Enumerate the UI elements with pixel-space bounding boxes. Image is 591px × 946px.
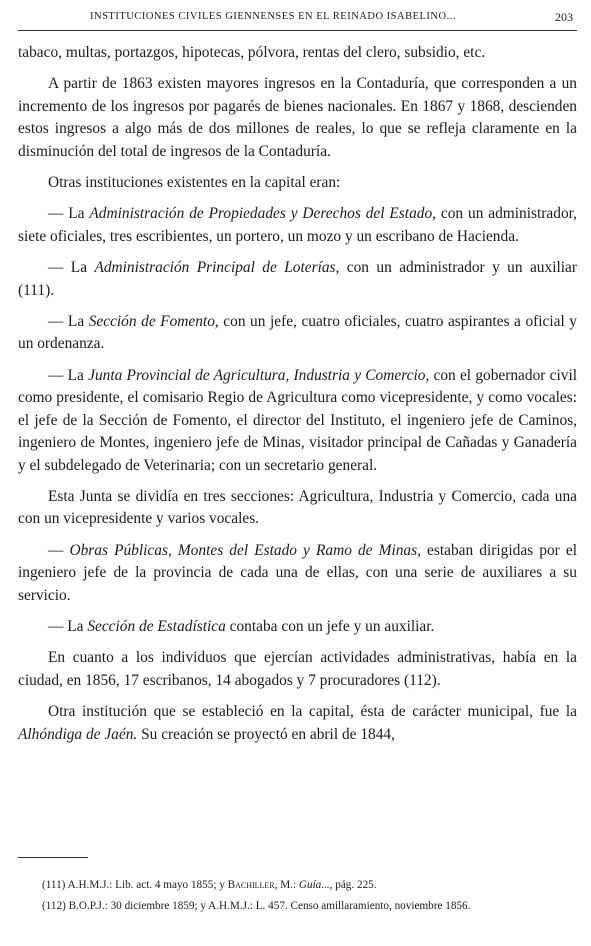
paragraph: En cuanto a los individuos que ejercían actividades administrativas, había en la ciudad, en 1856, 17 escribanos, 14 abogados y 7 procuradores (112). <box>18 649 577 689</box>
header-rule <box>18 30 577 31</box>
page-number: 203 <box>555 10 573 24</box>
footnote: (112) B.O.P.J.: 30 diciembre 1859; y A.H.M.J.: L. 457. Censo amillaramiento, noviembre 1856. <box>42 900 471 912</box>
list-item: — La Sección de Estadística contaba con un jefe y un auxiliar. <box>48 617 435 635</box>
footnote: (111) A.H.M.J.: Lib. act. 4 mayo 1855; y Bachiller, M.: Guía..., pág. 225. <box>42 879 377 891</box>
author-name: Bachiller <box>227 879 275 891</box>
list-item: — La Administración Principal de Loterías, con un administrador y un auxiliar (111). <box>18 259 577 299</box>
institution-name: Alhóndiga de Jaén. <box>18 725 138 743</box>
list-item: — La Junta Provincial de Agricultura, Industria y Comercio, con el gobernador civil como presidente, el comisario Regio de Agricultura como vicepresidente, y como vocales: el jefe de la Sección de Fomento, el director del Instituto, el ingeniero jefe de Caminos, ingeniero de Montes, ingeniero jefe de Minas, visitador principal de Cañadas y Ganadería y el subdelegado de Veterinaria; con un secretario general. <box>18 366 577 474</box>
list-item: — La Administración de Propiedades y Derechos del Estado, con un administrador, siete oficiales, tres escribientes, un portero, un mozo y un escribano de Hacienda. <box>18 205 577 245</box>
institution-name: Junta Provincial de Agricultura, Industria y Comercio, <box>88 366 430 384</box>
institution-name: Sección de Estadística <box>87 617 226 635</box>
list-item: — Obras Públicas, Montes del Estado y Ramo de Minas, estaban dirigidas por el ingeniero jefe de la provincia de cada una de ellas, con una serie de auxiliares a su servicio. <box>18 541 577 604</box>
page-header <box>18 8 577 28</box>
body-text <box>18 42 577 755</box>
list-item: — La Sección de Fomento, con un jefe, cuatro oficiales, cuatro aspirantes a oficial y un ordenanza. <box>18 313 577 353</box>
paragraph: Esta Junta se dividía en tres secciones: Agricultura, Industria y Comercio, cada una con un vicepresidente y varios vocales. <box>18 487 577 528</box>
running-title: INSTITUCIONES CIVILES GIENNENSES EN EL REINADO ISABELINO... <box>90 11 456 22</box>
footnotes <box>18 875 577 917</box>
institution-name: Administración Principal de Loterías, <box>94 259 340 277</box>
institution-name: Administración de Propiedades y Derechos del Estado, <box>89 205 437 223</box>
paragraph: Otras instituciones existentes en la capital eran: <box>48 174 341 192</box>
paragraph: tabaco, multas, portazgos, hipotecas, pólvora, rentas del clero, subsidio, etc. <box>18 44 486 61</box>
paragraph: A partir de 1863 existen mayores ingresos en la Contaduría, que corresponden a un incremento de los ingresos por pagarés de bienes nacionales. En 1867 y 1868, descienden estos ingresos a algo más de dos millones de reales, lo que se refleja claramente en la disminución del total de ingresos de la Contaduría. <box>18 75 577 160</box>
institution-name: Obras Públicas, Montes del Estado y Ramo de Minas, <box>69 541 421 559</box>
footnote-number: (112) <box>42 900 66 912</box>
footnote-rule <box>18 857 88 858</box>
footnote-number: (111) <box>42 879 66 891</box>
paragraph: Otra institución que se estableció en la capital, ésta de carácter municipal, fue la Alhóndiga de Jaén. Su creación se proyectó en abril de 1844, <box>18 703 577 743</box>
institution-name: Sección de Fomento, <box>88 313 219 331</box>
